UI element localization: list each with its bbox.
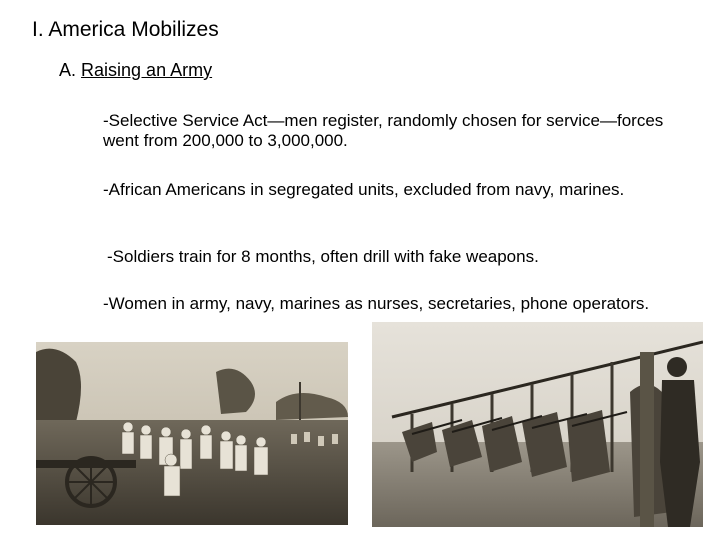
slide-title: I. America Mobilizes xyxy=(32,18,219,41)
bullet-soldiers-train: -Soldiers train for 8 months, often drill with fake weapons. xyxy=(107,247,539,266)
bullet-bold-term: -Selective Service Act xyxy=(103,111,268,130)
bullet-text: —men register, randomly chosen for service—forces went from 200,000 to 3,000,000. xyxy=(103,111,664,150)
photo-bayonet-drill xyxy=(372,322,703,527)
bullet-women-service: -Women in army, navy, marines as nurses, secretaries, phone operators. xyxy=(103,294,650,313)
section-letter: A. xyxy=(59,60,77,80)
bullet-african-americans: -African Americans in segregated units, excluded from navy, marines. xyxy=(103,180,625,199)
section-heading xyxy=(59,60,212,81)
photo-soldiers-field-gun xyxy=(36,342,348,525)
bullet-selective-service xyxy=(103,111,703,151)
section-title: Raising an Army xyxy=(81,60,213,80)
